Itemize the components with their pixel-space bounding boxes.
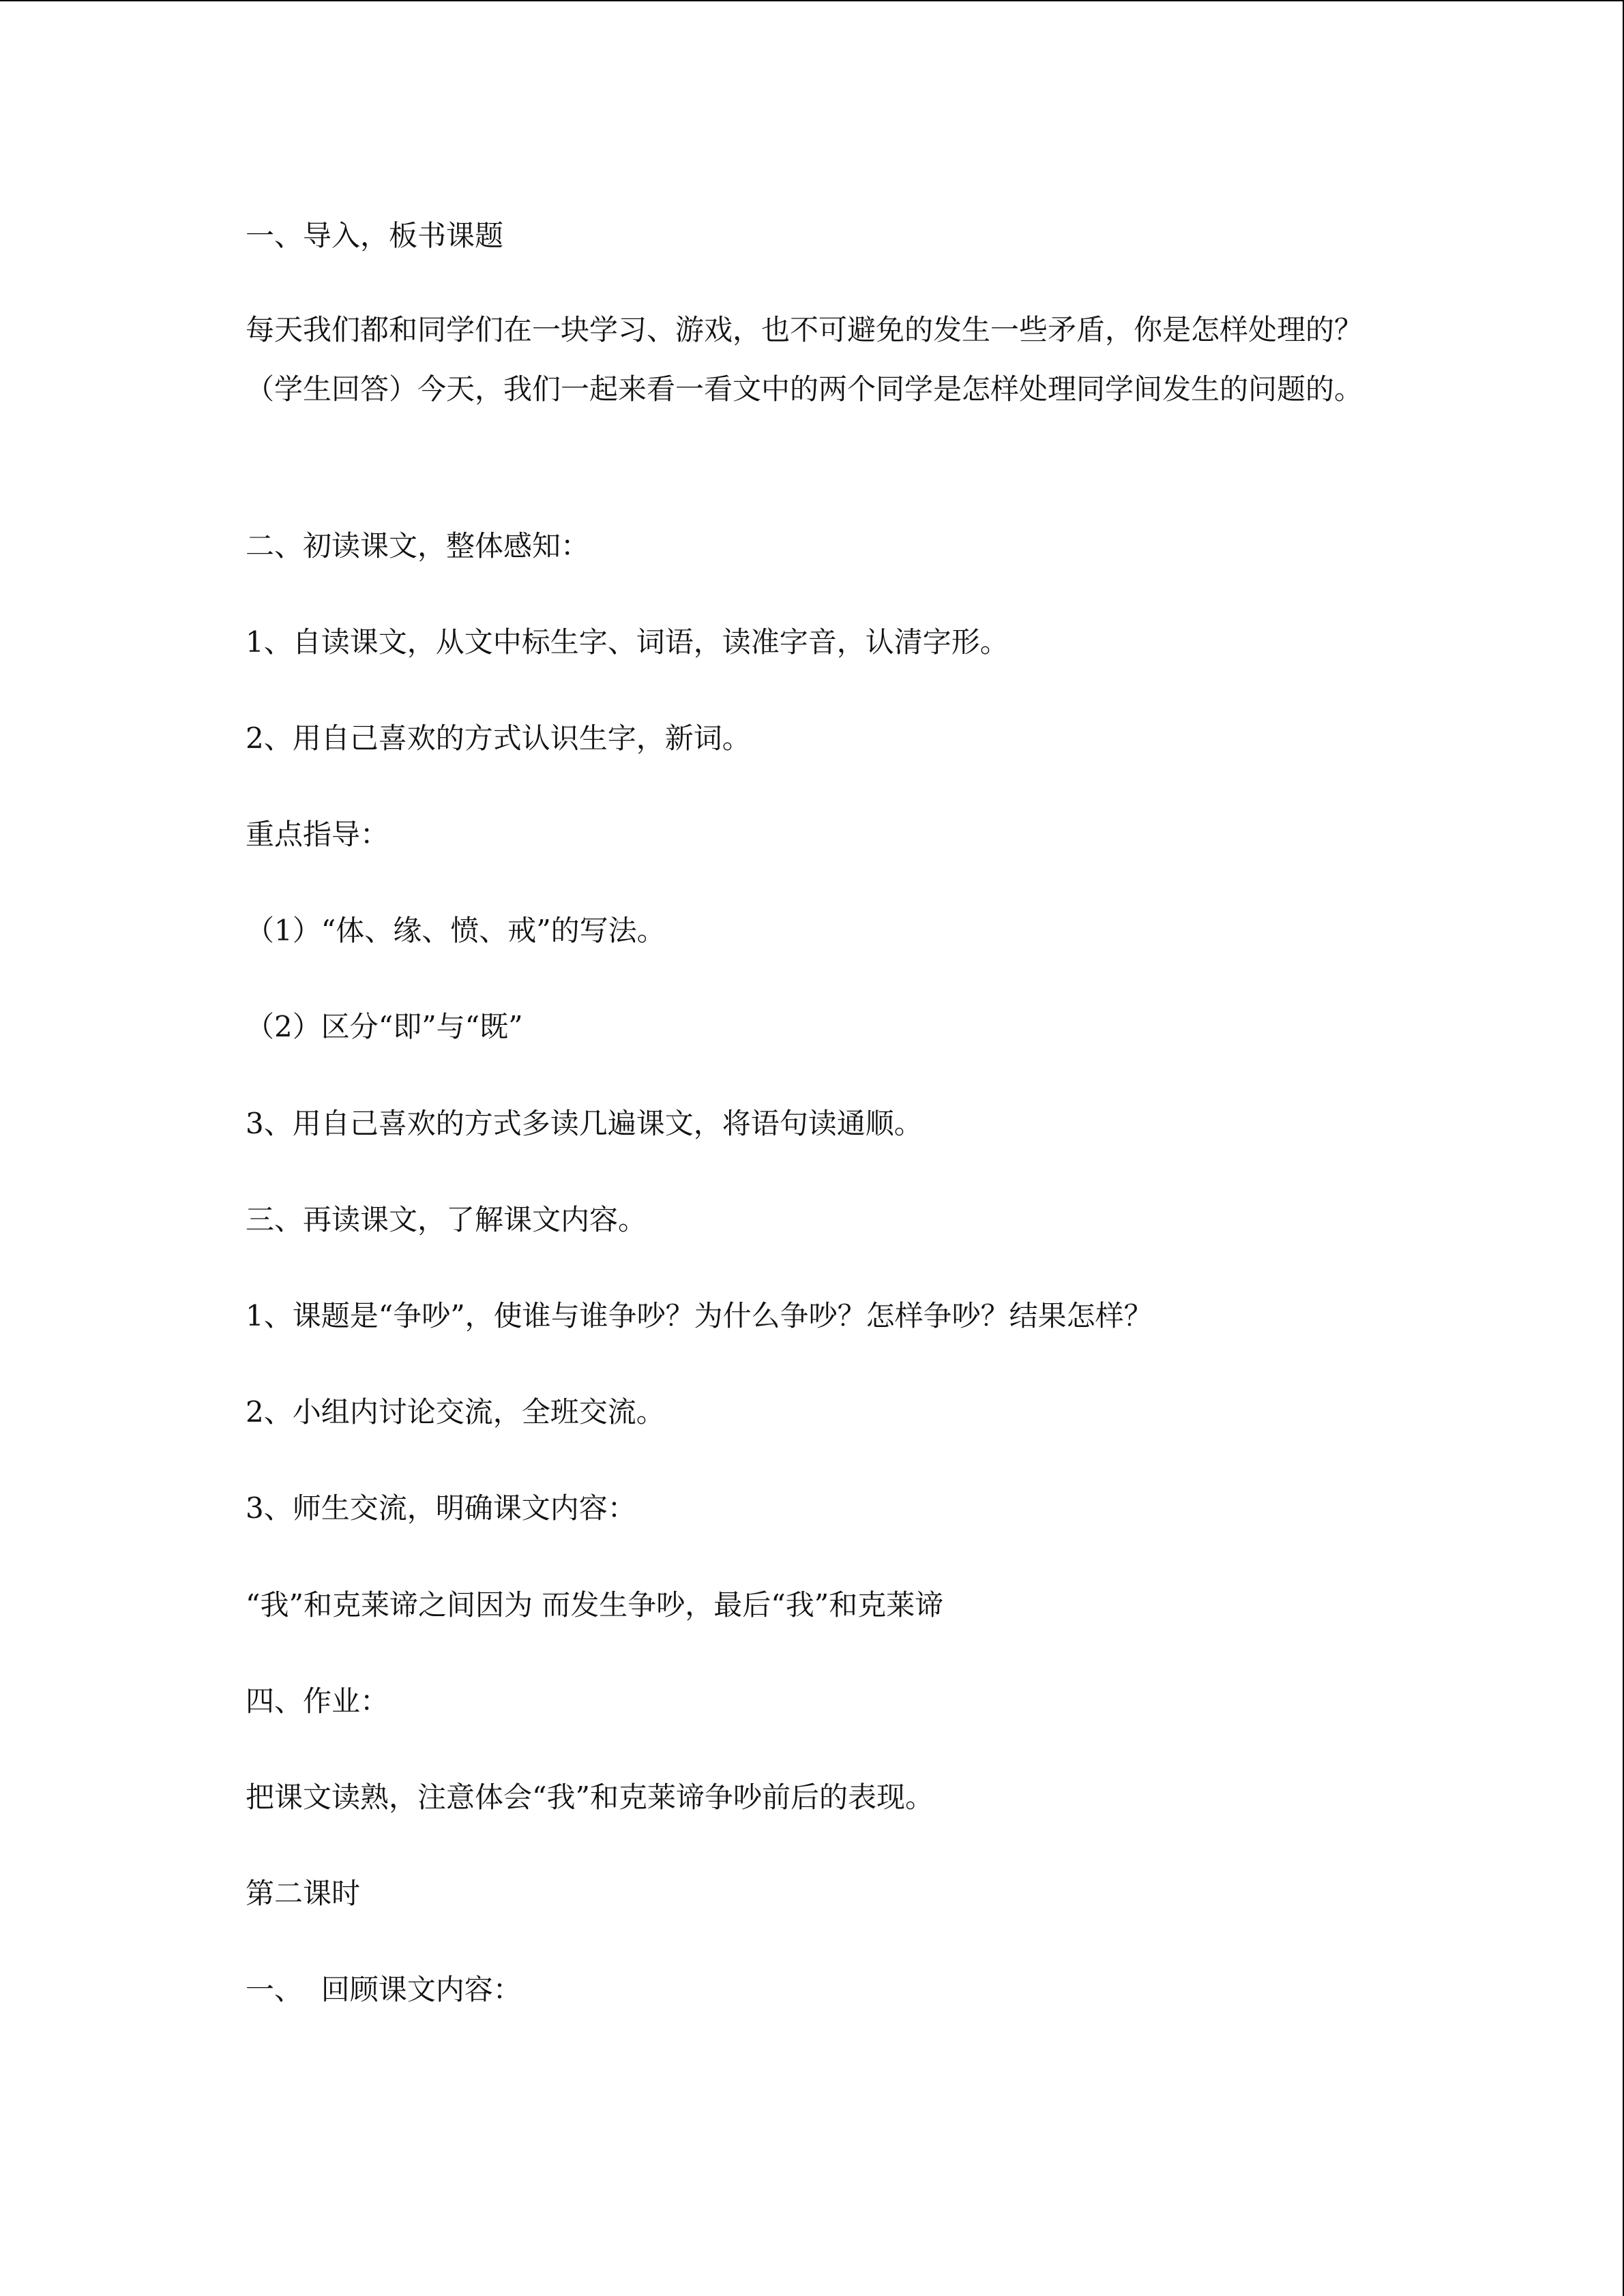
list-item-teacher-student: 3、师生交流，明确课文内容： <box>246 1491 636 1525</box>
list-item-questions: 1、课题是“争吵”，使谁与谁争吵？为什么争吵？怎样争吵？结果怎样？ <box>246 1299 1153 1332</box>
list-item-learn-characters: 2、用自己喜欢的方式认识生字，新词。 <box>246 721 751 755</box>
list-item-distinguish: （2）区分“即”与“既” <box>246 1010 523 1043</box>
paragraph-intro-text: 每天我们都和同学们在一块学习、游戏，也不可避免的发生一些矛盾，你是怎样处理的？（学生回答）今天，我们一起来看一看文中的两个同学是怎样处理同学间发生的问题的。 <box>246 313 1363 406</box>
heading-reread: 三、再读课文，了解课文内容。 <box>246 1203 647 1236</box>
list-item-read-fluently: 3、用自己喜欢的方式多读几遍课文，将语句读通顺。 <box>246 1107 923 1140</box>
heading-key-guidance: 重点指导： <box>246 818 389 851</box>
list-item-writing: （1）“体、缘、愤、戒”的写法。 <box>246 914 666 947</box>
heading-homework: 四、作业： <box>246 1684 389 1718</box>
list-item-group-discussion: 2、小组内讨论交流，全班交流。 <box>246 1395 665 1429</box>
heading-first-reading: 二、初读课文，整体感知： <box>246 529 590 563</box>
paragraph-homework-text: 把课文读熟，注意体会“我”和克莱谛争吵前后的表现。 <box>246 1780 934 1814</box>
paragraph-fill-in: “我”和克莱谛之间因为 而发生争吵，最后“我”和克莱谛 <box>246 1588 944 1622</box>
heading-intro: 一、导入，板书课题 <box>246 219 504 252</box>
heading-second-lesson: 第二课时 <box>246 1877 361 1910</box>
heading-review: 一、 回顾课文内容： <box>246 1973 522 2006</box>
list-item-self-read: 1、自读课文，从文中标生字、词语，读准字音，认清字形。 <box>246 625 1009 659</box>
